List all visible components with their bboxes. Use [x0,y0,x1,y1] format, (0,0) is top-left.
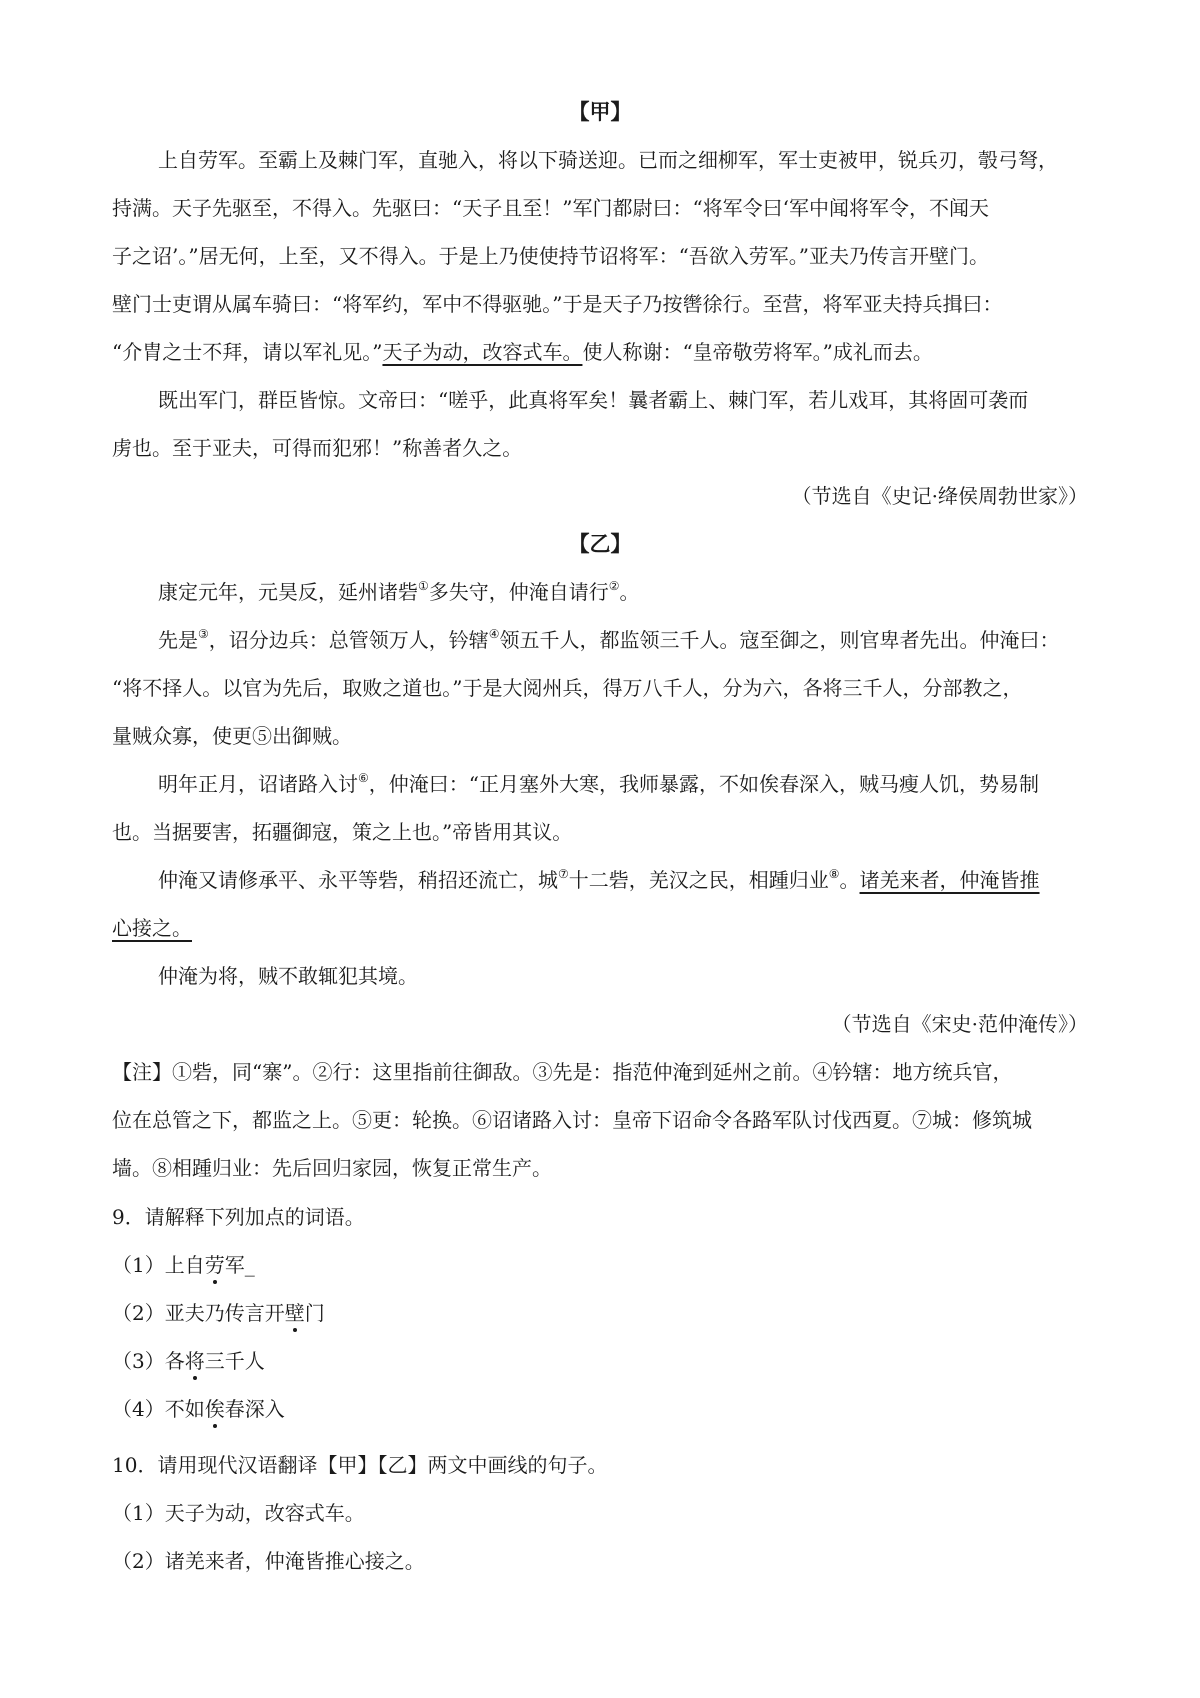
notes-line-2: 位在总管之下，都监之上。⑤更：轮换。⑥诏诸路入讨：皇帝下诏命令各路军队讨伐西夏。⑦城：修筑城 [112,1108,1032,1132]
passage-b-para-4: 仲淹又请修承平、永平等砦，稍招还流亡，城⑦十二砦，羌汉之民，相踵归业⑧。诸羌来者，仲淹皆推 [158,867,1040,892]
passage-a-source: （节选自《史记·绛侯周勃世家》） [791,484,1088,508]
underlined-sentence-b: 诸羌来者，仲淹皆推 [859,868,1040,892]
passage-b-para-1: 康定元年，元昊反，延州诸砦①多失守，仲淹自请行②。 [158,579,640,604]
dotted-word: 将 [184,1349,205,1373]
passage-a-line-5-text: “介胄之士不拜，请以军礼见。” [112,340,383,364]
question-9-stem: 9．请解释下列加点的词语。 [112,1205,365,1229]
passage-b-para-4-line-2 [112,916,192,940]
passage-a-line-1: 上自劳军。至霸上及棘门军，直驰入，将以下骑送迎。已而之细柳军，军士吏被甲，锐兵刃，彀弓弩， [158,148,1058,172]
passage-b-title: 【乙】 [568,531,632,556]
question-10-item-1: （1）天子为动，改容式车。 [112,1501,365,1525]
notes-line-1: 【注】①砦，同“寨”。②行：这里指前往御敌。③先是：指范仲淹到延州之前。④钤辖：地方统兵官， [112,1060,1013,1084]
question-9-item-4: （4）不如俟春深入 [112,1397,285,1421]
passage-b-para-2: 先是③，诏分边兵：总管领万人，钤辖④领五千人，都监领三千人。寇至御之，则官卑者先出。仲淹曰： [158,627,1060,652]
passage-b-source: （节选自《宋史·范仲淹传》） [831,1012,1088,1036]
passage-a-line-4: 壁门士吏谓从属车骑曰：“将军约，军中不得驱驰。”于是天子乃按辔徐行。至营，将军亚夫持兵揖曰： [112,292,1003,316]
passage-b-para-2-line-3: 量贼众寡，使更⑤出御贼。 [112,724,352,748]
question-10-item-2: （2）诸羌来者，仲淹皆推心接之。 [112,1549,425,1573]
question-9-item-3: （3）各将三千人 [112,1349,265,1373]
passage-a-title: 【甲】 [568,99,632,124]
notes-line-3: 墙。⑧相踵归业：先后回归家园，恢复正常生产。 [112,1156,552,1180]
passage-a-line-5 [112,340,933,364]
passage-b-para-3: 明年正月，诏诸路入讨⑥，仲淹曰：“正月塞外大寒，我师暴露，不如俟春深入，贼马瘦人饥，势易制 [158,771,1039,796]
passage-a-line-2: 持满。天子先驱至，不得入。先驱曰：“天子且至！”军门都尉曰：“将军令曰‘军中闻将军令，不闻天 [112,196,990,220]
passage-a-line-3: 子之诏’。”居无何，上至，又不得入。于是上乃使使持节诏将军：“吾欲入劳军。”亚夫乃传言开壁门。 [112,244,990,268]
passage-b-para-5: 仲淹为将，贼不敢辄犯其境。 [158,964,418,988]
question-10-stem: 10．请用现代汉语翻译【甲】【乙】两文中画线的句子。 [112,1453,608,1477]
underlined-sentence-b-end: 心接之。 [112,916,192,940]
underlined-sentence-a: 天子为动，改容式车。 [382,340,583,364]
passage-b-para-2-line-2: “将不择人。以官为先后，取败之道也。”于是大阅州兵，得万八千人，分为六，各将三千人，分部教之， [112,676,1023,700]
dotted-word: 壁 [284,1301,305,1325]
passage-a-line-5-tail: 使人称谢：“皇帝敬劳将军。”成礼而去。 [582,340,933,364]
dotted-word: 劳 [204,1253,225,1277]
question-9-item-2: （2）亚夫乃传言开壁门 [112,1301,325,1325]
passage-b-para-3-line-2: 也。当据要害，拓疆御寇，策之上也。”帝皆用其议。 [112,820,573,844]
passage-a-line-7: 虏也。至于亚夫，可得而犯邪！”称善者久之。 [112,436,523,460]
dotted-word: 俟 [204,1397,225,1421]
question-9-item-1: （1）上自劳军_ [112,1253,255,1277]
passage-a-line-6: 既出军门，群臣皆惊。文帝曰：“嗟乎，此真将军矣！曩者霸上、棘门军，若儿戏耳，其将固可袭而 [158,388,1029,412]
